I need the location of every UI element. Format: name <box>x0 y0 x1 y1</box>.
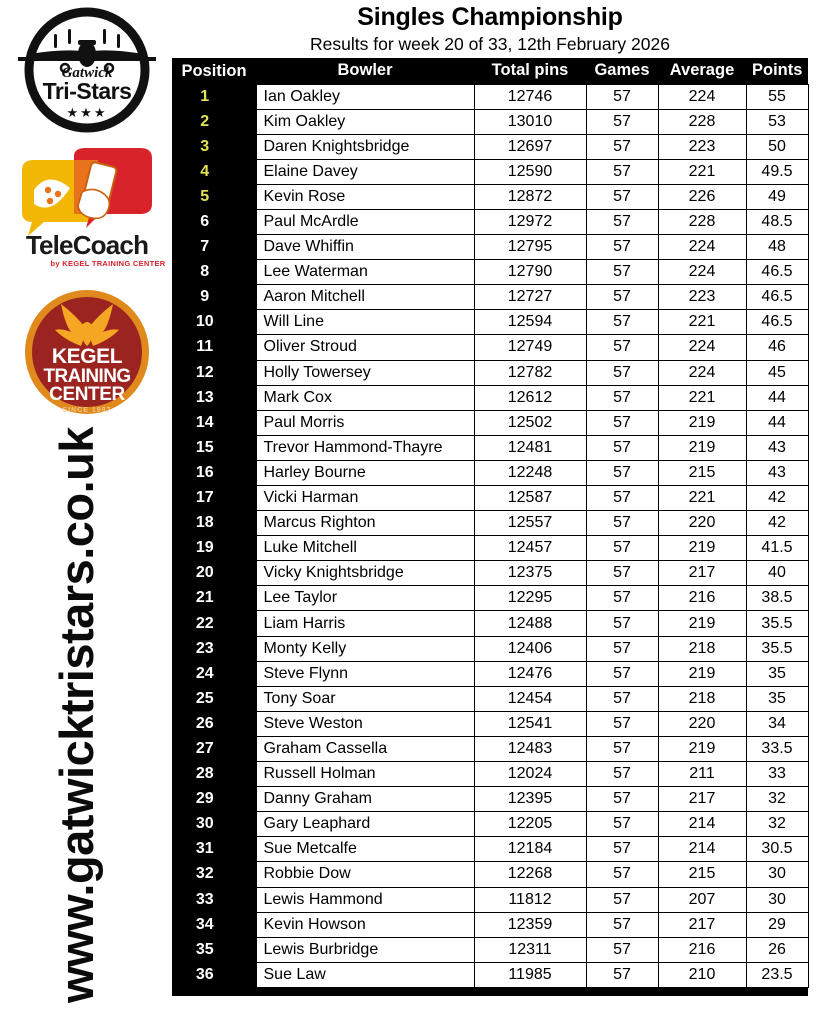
cell-pins: 12795 <box>474 235 586 260</box>
cell-games: 57 <box>586 410 658 435</box>
cell-position: 11 <box>172 335 256 360</box>
cell-games: 57 <box>586 837 658 862</box>
table-row[interactable] <box>172 109 808 134</box>
cell-games: 57 <box>586 887 658 912</box>
table-row[interactable] <box>172 736 808 761</box>
cell-games: 57 <box>586 486 658 511</box>
cell-average: 215 <box>658 460 746 485</box>
cell-points: 29 <box>746 912 808 937</box>
cell-position: 34 <box>172 912 256 937</box>
cell-bowler: Lewis Hammond <box>256 887 474 912</box>
cell-bowler: Danny Graham <box>256 787 474 812</box>
cell-games: 57 <box>586 862 658 887</box>
cell-position: 8 <box>172 260 256 285</box>
cell-points: 49.5 <box>746 159 808 184</box>
cell-games: 57 <box>586 285 658 310</box>
cell-bowler: Steve Flynn <box>256 661 474 686</box>
cell-pins: 12488 <box>474 611 586 636</box>
telecoach-icon <box>8 142 166 272</box>
cell-games: 57 <box>586 360 658 385</box>
table-row[interactable] <box>172 962 808 987</box>
cell-position: 6 <box>172 209 256 234</box>
cell-bowler: Vicky Knightsbridge <box>256 561 474 586</box>
cell-position: 28 <box>172 762 256 787</box>
cell-position: 9 <box>172 285 256 310</box>
telecoach-main-text: TeleCoach <box>25 230 149 260</box>
table-row[interactable] <box>172 812 808 837</box>
page-title: Singles Championship <box>357 3 623 31</box>
cell-bowler: Will Line <box>256 310 474 335</box>
table-row[interactable] <box>172 184 808 209</box>
cell-points: 53 <box>746 109 808 134</box>
cell-average: 211 <box>658 762 746 787</box>
cell-points: 43 <box>746 435 808 460</box>
cell-points: 30 <box>746 862 808 887</box>
telecoach-tagline: by KEGEL TRAINING CENTER <box>50 259 166 268</box>
cell-games: 57 <box>586 636 658 661</box>
cell-average: 224 <box>658 84 746 109</box>
cell-pins: 12697 <box>474 134 586 159</box>
results-table-container <box>172 58 808 996</box>
cell-pins: 12476 <box>474 661 586 686</box>
cell-pins: 12872 <box>474 184 586 209</box>
cell-points: 46.5 <box>746 260 808 285</box>
cell-position: 4 <box>172 159 256 184</box>
sidebar <box>0 0 172 1010</box>
cell-average: 216 <box>658 586 746 611</box>
table-row[interactable] <box>172 310 808 335</box>
cell-bowler: Trevor Hammond-Thayre <box>256 435 474 460</box>
cell-points: 35.5 <box>746 611 808 636</box>
table-body <box>172 84 808 987</box>
cell-points: 48.5 <box>746 209 808 234</box>
cell-bowler: Dave Whiffin <box>256 235 474 260</box>
cell-games: 57 <box>586 762 658 787</box>
cell-average: 221 <box>658 486 746 511</box>
cell-average: 214 <box>658 837 746 862</box>
cell-games: 57 <box>586 511 658 536</box>
cell-games: 57 <box>586 109 658 134</box>
cell-pins: 12483 <box>474 736 586 761</box>
cell-games: 57 <box>586 937 658 962</box>
cell-pins: 12557 <box>474 511 586 536</box>
cell-points: 30 <box>746 887 808 912</box>
cell-average: 217 <box>658 561 746 586</box>
column-header-bowler[interactable]: Bowler <box>256 58 474 84</box>
table-row[interactable] <box>172 486 808 511</box>
cell-pins: 12612 <box>474 385 586 410</box>
table-row[interactable] <box>172 335 808 360</box>
cell-position: 25 <box>172 686 256 711</box>
cell-average: 217 <box>658 912 746 937</box>
cell-games: 57 <box>586 335 658 360</box>
cell-position: 18 <box>172 511 256 536</box>
cell-position: 29 <box>172 787 256 812</box>
cell-average: 219 <box>658 661 746 686</box>
cell-position: 15 <box>172 435 256 460</box>
cell-points: 32 <box>746 787 808 812</box>
table-row[interactable] <box>172 636 808 661</box>
cell-bowler: Ian Oakley <box>256 84 474 109</box>
cell-average: 223 <box>658 134 746 159</box>
cell-average: 214 <box>658 812 746 837</box>
cell-points: 49 <box>746 184 808 209</box>
cell-games: 57 <box>586 912 658 937</box>
cell-position: 1 <box>172 84 256 109</box>
cell-position: 20 <box>172 561 256 586</box>
cell-games: 57 <box>586 536 658 561</box>
table-row[interactable] <box>172 260 808 285</box>
cell-position: 36 <box>172 962 256 987</box>
header <box>172 0 808 58</box>
cell-position: 5 <box>172 184 256 209</box>
cell-points: 35 <box>746 661 808 686</box>
cell-points: 46 <box>746 335 808 360</box>
cell-pins: 12481 <box>474 435 586 460</box>
cell-points: 44 <box>746 385 808 410</box>
table-row[interactable] <box>172 385 808 410</box>
cell-points: 42 <box>746 511 808 536</box>
table-row[interactable] <box>172 159 808 184</box>
cell-average: 224 <box>658 260 746 285</box>
cell-bowler: Holly Towersey <box>256 360 474 385</box>
cell-bowler: Kevin Howson <box>256 912 474 937</box>
table-row[interactable] <box>172 837 808 862</box>
table-row[interactable] <box>172 862 808 887</box>
table-row[interactable] <box>172 561 808 586</box>
cell-average: 220 <box>658 711 746 736</box>
column-header-games[interactable]: Games <box>586 58 658 84</box>
cell-pins: 12406 <box>474 636 586 661</box>
cell-games: 57 <box>586 611 658 636</box>
cell-points: 23.5 <box>746 962 808 987</box>
cell-points: 55 <box>746 84 808 109</box>
cell-position: 33 <box>172 887 256 912</box>
cell-pins: 12454 <box>474 686 586 711</box>
cell-bowler: Paul McArdle <box>256 209 474 234</box>
gatwick-tri-stars-logo <box>8 4 166 136</box>
cell-average: 219 <box>658 611 746 636</box>
cell-games: 57 <box>586 310 658 335</box>
cell-pins: 12749 <box>474 335 586 360</box>
cell-pins: 12248 <box>474 460 586 485</box>
gatwick-tri-stars-icon <box>8 4 166 136</box>
cell-pins: 12541 <box>474 711 586 736</box>
cell-points: 48 <box>746 235 808 260</box>
cell-average: 226 <box>658 184 746 209</box>
cell-bowler: Graham Cassella <box>256 736 474 761</box>
kegel-training-center-logo <box>8 278 166 426</box>
cell-pins: 12782 <box>474 360 586 385</box>
cell-games: 57 <box>586 561 658 586</box>
cell-position: 21 <box>172 586 256 611</box>
cell-games: 57 <box>586 661 658 686</box>
table-row[interactable] <box>172 611 808 636</box>
cell-games: 57 <box>586 159 658 184</box>
cell-pins: 12457 <box>474 536 586 561</box>
cell-pins: 12184 <box>474 837 586 862</box>
cell-position: 16 <box>172 460 256 485</box>
table-row[interactable] <box>172 586 808 611</box>
cell-bowler: Elaine Davey <box>256 159 474 184</box>
cell-pins: 12395 <box>474 787 586 812</box>
table-row[interactable] <box>172 887 808 912</box>
cell-bowler: Russell Holman <box>256 762 474 787</box>
cell-bowler: Paul Morris <box>256 410 474 435</box>
cell-pins: 12502 <box>474 410 586 435</box>
table-row[interactable] <box>172 661 808 686</box>
cell-pins: 12746 <box>474 84 586 109</box>
cell-points: 40 <box>746 561 808 586</box>
cell-average: 221 <box>658 159 746 184</box>
cell-position: 23 <box>172 636 256 661</box>
cell-pins: 13010 <box>474 109 586 134</box>
cell-position: 10 <box>172 310 256 335</box>
cell-bowler: Sue Law <box>256 962 474 987</box>
table-row[interactable] <box>172 912 808 937</box>
cell-bowler: Marcus Righton <box>256 511 474 536</box>
cell-pins: 11985 <box>474 962 586 987</box>
cell-games: 57 <box>586 435 658 460</box>
cell-average: 224 <box>658 360 746 385</box>
cell-pins: 12024 <box>474 762 586 787</box>
cell-games: 57 <box>586 134 658 159</box>
cell-pins: 12587 <box>474 486 586 511</box>
website-url[interactable]: www.gatwicktristars.co.uk <box>49 426 103 1004</box>
cell-bowler: Monty Kelly <box>256 636 474 661</box>
cell-bowler: Kevin Rose <box>256 184 474 209</box>
cell-position: 32 <box>172 862 256 887</box>
cell-average: 221 <box>658 385 746 410</box>
cell-bowler: Liam Harris <box>256 611 474 636</box>
cell-average: 228 <box>658 109 746 134</box>
cell-pins: 12205 <box>474 812 586 837</box>
cell-average: 220 <box>658 511 746 536</box>
table-header <box>172 58 808 84</box>
results-table <box>172 58 809 988</box>
cell-bowler: Lee Taylor <box>256 586 474 611</box>
page-subtitle: Results for week 20 of 33, 12th February 2026 <box>310 33 670 54</box>
cell-average: 216 <box>658 937 746 962</box>
cell-points: 43 <box>746 460 808 485</box>
table-row[interactable] <box>172 410 808 435</box>
cell-position: 17 <box>172 486 256 511</box>
cell-average: 207 <box>658 887 746 912</box>
cell-pins: 12359 <box>474 912 586 937</box>
kegel-training-center-icon <box>8 278 166 426</box>
column-header-average[interactable]: Average <box>658 58 746 84</box>
cell-bowler: Vicki Harman <box>256 486 474 511</box>
tristars-script-text: Gatwick <box>61 65 113 81</box>
cell-bowler: Steve Weston <box>256 711 474 736</box>
cell-points: 34 <box>746 711 808 736</box>
table-row[interactable] <box>172 711 808 736</box>
cell-points: 30.5 <box>746 837 808 862</box>
cell-games: 57 <box>586 586 658 611</box>
cell-pins: 12268 <box>474 862 586 887</box>
table-row[interactable] <box>172 360 808 385</box>
cell-games: 57 <box>586 385 658 410</box>
cell-average: 219 <box>658 410 746 435</box>
cell-pins: 12295 <box>474 586 586 611</box>
cell-average: 221 <box>658 310 746 335</box>
cell-pins: 11812 <box>474 887 586 912</box>
table-row[interactable] <box>172 686 808 711</box>
cell-average: 210 <box>658 962 746 987</box>
cell-position: 12 <box>172 360 256 385</box>
cell-position: 13 <box>172 385 256 410</box>
cell-points: 46.5 <box>746 285 808 310</box>
cell-average: 218 <box>658 686 746 711</box>
table-row[interactable] <box>172 787 808 812</box>
cell-pins: 12727 <box>474 285 586 310</box>
cell-games: 57 <box>586 812 658 837</box>
cell-position: 27 <box>172 736 256 761</box>
cell-position: 26 <box>172 711 256 736</box>
cell-points: 38.5 <box>746 586 808 611</box>
cell-points: 45 <box>746 360 808 385</box>
cell-games: 57 <box>586 787 658 812</box>
cell-position: 35 <box>172 937 256 962</box>
cell-games: 57 <box>586 235 658 260</box>
cell-bowler: Daren Knightsbridge <box>256 134 474 159</box>
cell-position: 3 <box>172 134 256 159</box>
table-row[interactable] <box>172 235 808 260</box>
kegel-since: SINCE 1997 <box>62 407 112 414</box>
cell-bowler: Tony Soar <box>256 686 474 711</box>
column-header-position[interactable]: Position <box>172 58 256 84</box>
tristars-main-text: Tri-Stars <box>42 78 132 104</box>
table-row[interactable] <box>172 209 808 234</box>
cell-bowler: Aaron Mitchell <box>256 285 474 310</box>
cell-points: 35 <box>746 686 808 711</box>
cell-points: 46.5 <box>746 310 808 335</box>
cell-bowler: Harley Bourne <box>256 460 474 485</box>
table-row[interactable] <box>172 460 808 485</box>
cell-points: 50 <box>746 134 808 159</box>
table-row[interactable] <box>172 536 808 561</box>
cell-points: 41.5 <box>746 536 808 561</box>
cell-pins: 12311 <box>474 937 586 962</box>
cell-pins: 12790 <box>474 260 586 285</box>
cell-position: 22 <box>172 611 256 636</box>
cell-bowler: Kim Oakley <box>256 109 474 134</box>
cell-position: 7 <box>172 235 256 260</box>
cell-games: 57 <box>586 260 658 285</box>
table-row[interactable] <box>172 511 808 536</box>
cell-games: 57 <box>586 711 658 736</box>
cell-position: 31 <box>172 837 256 862</box>
cell-games: 57 <box>586 184 658 209</box>
table-header-row <box>172 58 808 84</box>
cell-points: 35.5 <box>746 636 808 661</box>
cell-points: 33 <box>746 762 808 787</box>
cell-bowler: Mark Cox <box>256 385 474 410</box>
telecoach-logo <box>8 142 166 272</box>
cell-points: 26 <box>746 937 808 962</box>
kegel-line-2: TRAINING <box>43 366 131 387</box>
cell-average: 224 <box>658 235 746 260</box>
cell-position: 30 <box>172 812 256 837</box>
kegel-line-1: KEGEL <box>51 345 123 368</box>
cell-bowler: Luke Mitchell <box>256 536 474 561</box>
cell-average: 219 <box>658 536 746 561</box>
table-row[interactable] <box>172 285 808 310</box>
cell-points: 32 <box>746 812 808 837</box>
cell-bowler: Lee Waterman <box>256 260 474 285</box>
cell-position: 19 <box>172 536 256 561</box>
column-header-total-pins[interactable]: Total pins <box>474 58 586 84</box>
cell-games: 57 <box>586 209 658 234</box>
cell-bowler: Sue Metcalfe <box>256 837 474 862</box>
cell-points: 44 <box>746 410 808 435</box>
cell-pins: 12594 <box>474 310 586 335</box>
table-row[interactable] <box>172 84 808 109</box>
cell-bowler: Robbie Dow <box>256 862 474 887</box>
cell-bowler: Gary Leaphard <box>256 812 474 837</box>
cell-average: 219 <box>658 435 746 460</box>
column-header-points[interactable]: Points <box>746 58 808 84</box>
cell-average: 217 <box>658 787 746 812</box>
table-row[interactable] <box>172 762 808 787</box>
cell-average: 218 <box>658 636 746 661</box>
cell-points: 33.5 <box>746 736 808 761</box>
cell-pins: 12972 <box>474 209 586 234</box>
table-row[interactable] <box>172 435 808 460</box>
cell-average: 228 <box>658 209 746 234</box>
cell-position: 14 <box>172 410 256 435</box>
cell-pins: 12375 <box>474 561 586 586</box>
cell-games: 57 <box>586 686 658 711</box>
cell-games: 57 <box>586 736 658 761</box>
table-row[interactable] <box>172 134 808 159</box>
table-row[interactable] <box>172 937 808 962</box>
cell-bowler: Oliver Stroud <box>256 335 474 360</box>
cell-games: 57 <box>586 460 658 485</box>
cell-average: 219 <box>658 736 746 761</box>
cell-pins: 12590 <box>474 159 586 184</box>
cell-average: 224 <box>658 335 746 360</box>
cell-position: 24 <box>172 661 256 686</box>
cell-bowler: Lewis Burbridge <box>256 937 474 962</box>
cell-games: 57 <box>586 84 658 109</box>
cell-points: 42 <box>746 486 808 511</box>
cell-position: 2 <box>172 109 256 134</box>
kegel-line-3: CENTER <box>49 384 125 405</box>
cell-average: 223 <box>658 285 746 310</box>
tristars-stars: ★★★ <box>66 106 108 121</box>
cell-average: 215 <box>658 862 746 887</box>
cell-games: 57 <box>586 962 658 987</box>
